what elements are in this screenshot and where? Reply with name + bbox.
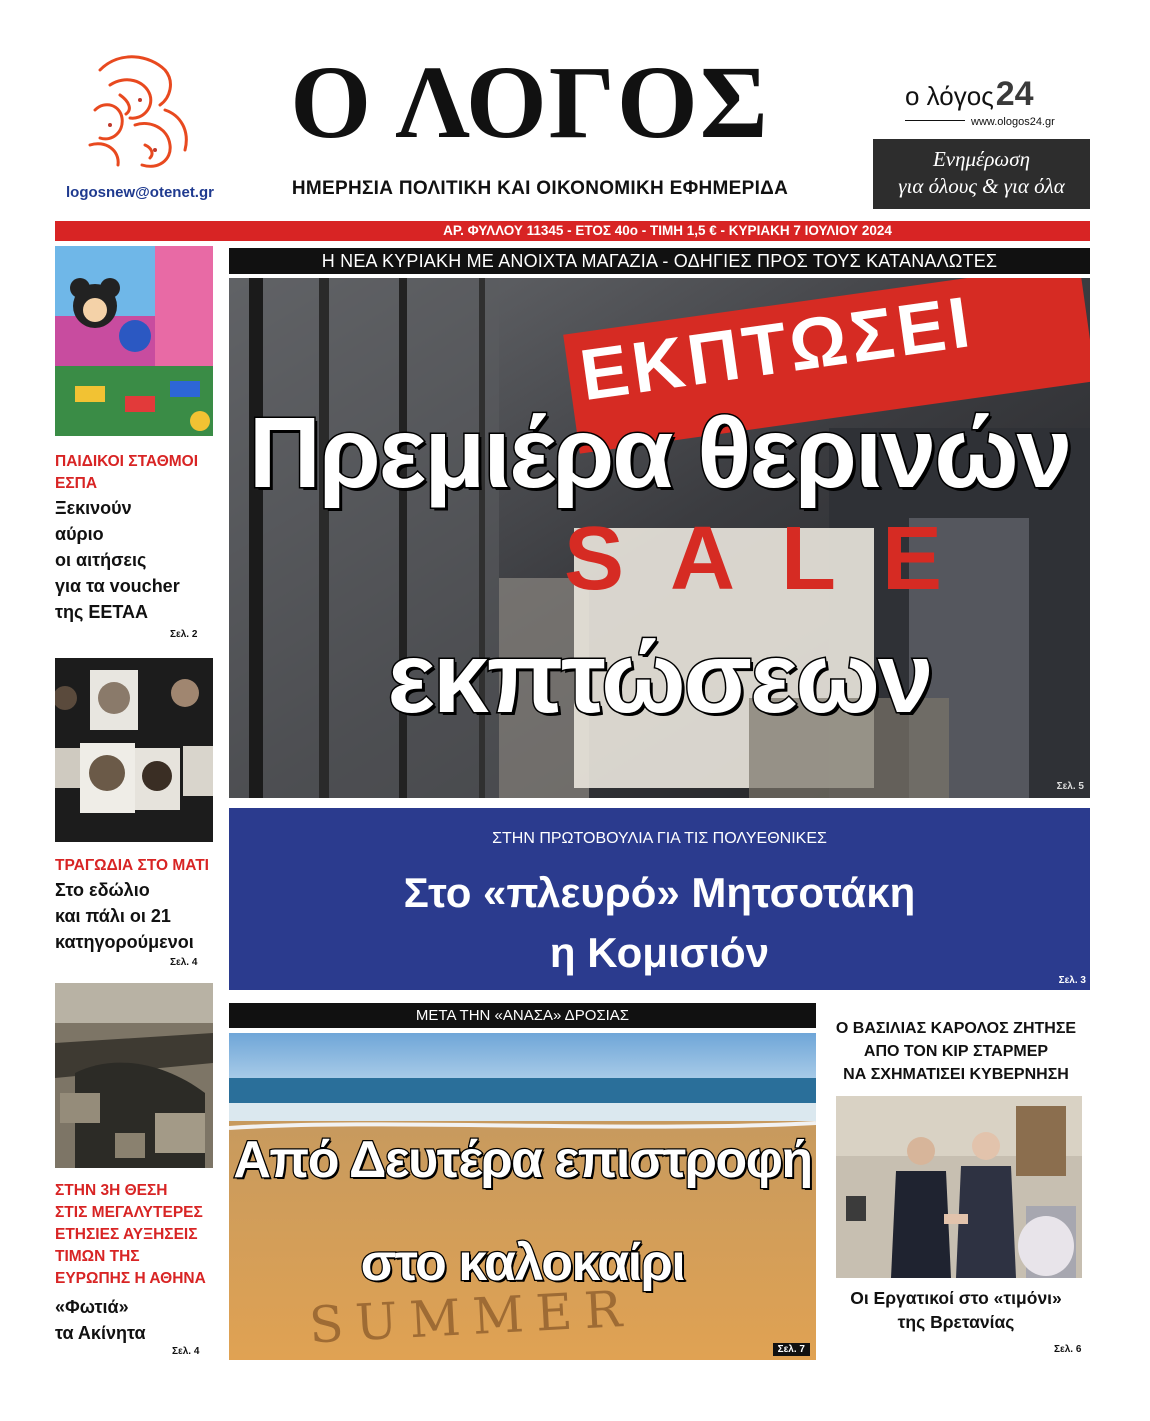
beach-headline-line2: στο καλοκαίρι xyxy=(360,1234,685,1292)
sand-summer-text: SUMMER xyxy=(307,1279,636,1355)
story2-line1: Στο εδώλιο xyxy=(55,880,150,900)
story1-headline[interactable] xyxy=(55,495,220,625)
newspaper-subtitle: ΗΜΕΡΗΣΙΑ ΠΟΛΙΤΙΚΗ ΚΑΙ ΟΙΚΟΝΟΜΙΚΗ ΕΦΗΜΕΡΙΔΑ xyxy=(291,178,789,199)
story3-kicker-line2: ΣΤΙΣ ΜΕΓΑΛΥΤΕΡΕΣ xyxy=(55,1204,203,1221)
story3-kicker-line1: ΣΤΗΝ 3Η ΘΕΣΗ xyxy=(55,1182,168,1199)
story3-kicker-line5: ΕΥΡΩΠΗΣ Η ΑΘΗΝΑ xyxy=(55,1270,206,1287)
protest-portraits-image xyxy=(55,658,213,842)
uk-headline-line2: της Βρετανίας xyxy=(897,1312,1015,1332)
uk-kicker xyxy=(822,1017,1090,1086)
story1-kicker xyxy=(55,451,220,495)
ologos24-name: ο λόγος xyxy=(905,81,994,111)
contact-email[interactable]: logosnew@otenet.gr xyxy=(66,184,214,201)
mati-victims-photo[interactable] xyxy=(55,658,213,842)
blue-page-ref[interactable]: Σελ. 3 xyxy=(1058,975,1086,986)
blue-headline-line2: η Κομισιόν xyxy=(549,929,770,976)
blue-story-kicker: ΣΤΗΝ ΠΡΩΤΟΒΟΥΛΙΑ ΓΙΑ ΤΙΣ ΠΟΛΥΕΘΝΙΚΕΣ xyxy=(492,830,827,847)
tagline-line2: για όλους & για όλα xyxy=(898,174,1065,198)
blue-story-box[interactable] xyxy=(229,808,1090,990)
uk-page-ref[interactable]: Σελ. 6 xyxy=(1054,1344,1082,1355)
story3-kicker-line3: ΕΤΗΣΙΕΣ ΑΥΞΗΣΕΙΣ xyxy=(55,1226,198,1243)
ologos24-tagline xyxy=(873,139,1090,209)
ologos24-number: 24 xyxy=(995,75,1034,113)
issue-info-bar: ΑΡ. ΦΥΛΛΟΥ 11345 - ΕΤΟΣ 40ο - ΤΙΜΗ 1,5 € - ΚΥΡΙΑΚΗ 7 ΙΟΥΛΙΟΥ 2024 xyxy=(55,221,1090,241)
story2-line2: και πάλι οι 21 xyxy=(55,906,171,926)
story1-line1: Ξεκινούν xyxy=(55,498,132,518)
kindergarten-photo[interactable] xyxy=(55,246,213,436)
uk-headline[interactable] xyxy=(822,1286,1090,1334)
beach-photo[interactable] xyxy=(229,1033,816,1360)
uk-kicker-line1: Ο ΒΑΣΙΛΙΑΣ ΚΑΡΟΛΟΣ ΖΗΤΗΣΕ xyxy=(835,1020,1077,1037)
story3-line1: «Φωτιά» xyxy=(55,1297,129,1317)
story3-kicker xyxy=(55,1180,220,1290)
story1-page-ref[interactable]: Σελ. 2 xyxy=(170,629,198,640)
story1-kicker-line1: ΠΑΙΔΙΚΟΙ ΣΤΑΘΜΟΙ xyxy=(55,453,199,470)
story1-line3: οι αιτήσεις xyxy=(55,550,147,570)
handshake-image xyxy=(836,1096,1082,1278)
ologos24-brand[interactable] xyxy=(905,75,1085,130)
classroom-image xyxy=(55,246,213,436)
beach-page-ref[interactable]: Σελ. 7 xyxy=(773,1343,810,1356)
beach-kicker: ΜΕΤΑ ΤΗΝ «ΑΝΑΣΑ» ΔΡΟΣΙΑΣ xyxy=(229,1003,816,1028)
story1-line2: αύριο xyxy=(55,524,104,544)
story3-page-ref[interactable]: Σελ. 4 xyxy=(172,1346,200,1357)
lead-kicker: Η ΝΕΑ ΚΥΡΙΑΚΗ ΜΕ ΑΝΟΙΧΤΑ ΜΑΓΑΖΙΑ - ΟΔΗΓΙΕΣ ΠΡΟΣ ΤΟΥΣ ΚΑΤΑΝΑΛΩΤΕΣ xyxy=(229,248,1090,274)
story1-line5: της ΕΕΤΑΑ xyxy=(55,602,149,622)
city-aerial-image xyxy=(55,983,213,1168)
story2-kicker: ΤΡΑΓΩΔΙΑ ΣΤΟ ΜΑΤΙ xyxy=(55,857,209,874)
athens-aerial-photo[interactable] xyxy=(55,983,213,1168)
story2-page-ref[interactable]: Σελ. 4 xyxy=(170,957,198,968)
lead-headline-line1: Πρεμιέρα θερινών xyxy=(248,397,1071,509)
story1-kicker-line2: ΕΣΠΑ xyxy=(55,475,98,492)
sign-sale: SALE xyxy=(564,509,989,609)
beach-headline-line1: Από Δευτέρα επιστροφή xyxy=(233,1131,812,1189)
story3-kicker-line4: ΤΙΜΩΝ ΤΗΣ xyxy=(55,1248,140,1265)
ologos24-url: www.ologos24.gr xyxy=(971,116,1055,128)
sign-ekptoseis: ΕΚΠΤΩΣΕΙ xyxy=(575,281,979,417)
blue-story-headline xyxy=(229,863,1090,983)
lead-photo[interactable] xyxy=(229,278,1090,798)
newspaper-title: Ο ΛΟΓΟΣ xyxy=(290,45,770,160)
uk-headline-line1: Οι Εργατικοί στο «τιμόνι» xyxy=(850,1288,1062,1308)
story2-line3: κατηγορούμενοι xyxy=(55,932,194,952)
brand-divider xyxy=(905,120,965,121)
story2-headline[interactable] xyxy=(55,877,220,955)
story3-line2: τα Ακίνητα xyxy=(55,1323,146,1343)
newspaper-logo-illustration xyxy=(80,50,200,180)
uk-kicker-line3: ΝΑ ΣΧΗΜΑΤΙΣΕΙ ΚΥΒΕΡΝΗΣΗ xyxy=(843,1066,1069,1083)
uk-kicker-line2: ΑΠΟ ΤΟΝ ΚΙΡ ΣΤΑΡΜΕΡ xyxy=(863,1043,1049,1060)
story1-line4: για τα voucher xyxy=(55,576,180,596)
tagline-line1: Ενημέρωση xyxy=(932,147,1031,171)
lead-page-ref[interactable]: Σελ. 5 xyxy=(1056,781,1084,792)
blue-headline-line1: Στο «πλευρό» Μητσοτάκη xyxy=(403,869,916,916)
story3-headline[interactable] xyxy=(55,1294,220,1346)
lead-headline-line2: εκπτώσεων xyxy=(387,622,932,734)
king-starmer-photo[interactable] xyxy=(836,1096,1082,1278)
